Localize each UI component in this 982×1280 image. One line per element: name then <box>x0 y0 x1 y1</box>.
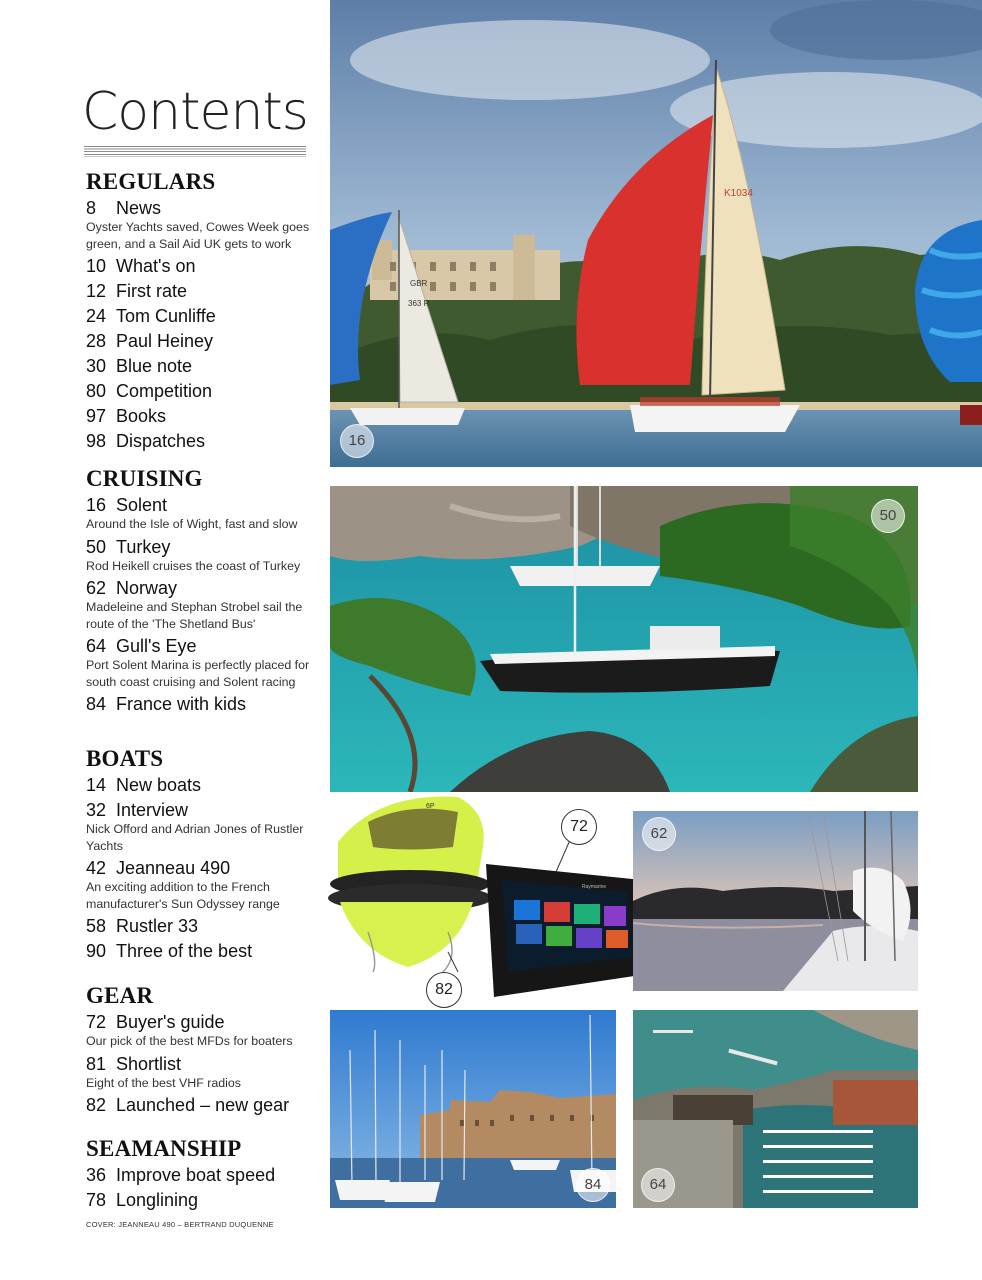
page-number: 30 <box>86 356 107 376</box>
item-line <box>86 693 326 716</box>
item-title: News <box>116 198 162 218</box>
page-badge-50: 50 <box>871 499 905 533</box>
contents-item[interactable] <box>86 857 326 912</box>
contents-item[interactable] <box>86 577 326 632</box>
page-number: 32 <box>86 800 107 820</box>
contents-item[interactable] <box>86 693 326 716</box>
contents-item[interactable] <box>86 494 326 533</box>
item-description: Our pick of the best MFDs for boaters <box>86 1034 293 1048</box>
item-title: Buyer's guide <box>116 1012 225 1032</box>
contents-item[interactable] <box>86 280 326 303</box>
item-title: Tom Cunliffe <box>116 306 216 326</box>
contents-item[interactable] <box>86 1011 326 1050</box>
page-number: 24 <box>86 306 107 326</box>
cover-credit: COVER: JEANNEAU 490 – BERTRAND DUQUENNE <box>86 1220 274 1229</box>
contents-item[interactable] <box>86 1164 326 1187</box>
contents-item[interactable] <box>86 1189 326 1212</box>
item-title: Norway <box>116 578 178 598</box>
item-title: Interview <box>116 800 189 820</box>
contents-item[interactable] <box>86 405 326 428</box>
contents-item[interactable] <box>86 1094 326 1117</box>
item-line <box>86 799 326 822</box>
section-heading: SEAMANSHIP <box>86 1136 242 1161</box>
photo-norway <box>633 811 918 991</box>
item-line <box>86 536 326 559</box>
page-number: 90 <box>86 941 107 961</box>
section-heading: GEAR <box>86 983 154 1008</box>
page-title: Contents <box>82 82 308 142</box>
item-line <box>86 494 326 517</box>
contents-item[interactable] <box>86 940 326 963</box>
page-badge-72: 72 <box>561 809 597 845</box>
item-line <box>86 577 326 600</box>
page-number: 14 <box>86 775 107 795</box>
mfd-brand: Raymarine <box>582 884 607 890</box>
item-line <box>86 1011 326 1034</box>
sail-country: GBR <box>410 279 428 288</box>
contents-item[interactable] <box>86 255 326 278</box>
item-line <box>86 355 326 378</box>
item-line <box>86 774 326 797</box>
section-boats <box>86 746 326 965</box>
contents-item[interactable] <box>86 774 326 797</box>
item-description: Oyster Yachts saved, Cowes Week goes green, and a Sail Aid UK gets to work <box>86 220 310 251</box>
contents-item[interactable] <box>86 380 326 403</box>
photo-solent <box>330 0 982 467</box>
item-title: Paul Heiney <box>116 331 214 351</box>
page-number: 28 <box>86 331 107 351</box>
item-title: France with kids <box>116 694 247 714</box>
contents-column <box>0 0 330 1280</box>
liferaft-label: 6P <box>426 803 435 810</box>
item-description: Port Solent Marina is perfectly placed for south coast cruising and Solent racing <box>86 658 310 689</box>
contents-item[interactable] <box>86 635 326 690</box>
photo-gulls-eye <box>633 1010 918 1208</box>
norway-image <box>633 811 918 991</box>
item-description: Nick Offord and Adrian Jones of Rustler Yachts <box>86 822 304 853</box>
solent-image <box>330 0 982 467</box>
page-number: 84 <box>86 694 107 714</box>
page-badge-62: 62 <box>642 817 676 851</box>
item-line <box>86 1094 326 1117</box>
item-description: Eight of the best VHF radios <box>86 1075 241 1090</box>
contents-item[interactable] <box>86 330 326 353</box>
section-regulars <box>86 169 326 455</box>
page-number: 8 <box>86 198 97 218</box>
contents-item[interactable] <box>86 305 326 328</box>
contents-item[interactable] <box>86 915 326 938</box>
item-line <box>86 1053 326 1076</box>
item-title: What's on <box>116 256 196 276</box>
item-line <box>86 280 326 303</box>
item-title: Turkey <box>116 536 171 557</box>
section-gear <box>86 983 326 1119</box>
sail-number-left: 363 R <box>408 299 430 308</box>
photo-gear <box>318 792 654 1008</box>
page-number: 16 <box>86 495 107 515</box>
item-line <box>86 915 326 938</box>
contents-item[interactable] <box>86 536 326 575</box>
item-title: Three of the best <box>116 941 253 961</box>
item-title: Rustler 33 <box>116 916 199 936</box>
item-line <box>86 330 326 353</box>
item-line <box>86 380 326 403</box>
section-seamanship <box>86 1136 326 1214</box>
item-title: Longlining <box>116 1190 199 1210</box>
item-title: Competition <box>116 381 213 401</box>
item-title: Blue note <box>116 356 193 376</box>
contents-item[interactable] <box>86 1053 326 1092</box>
page-number: 97 <box>86 406 107 426</box>
section-heading: REGULARS <box>86 169 216 194</box>
item-line <box>86 305 326 328</box>
page-number: 81 <box>86 1053 107 1074</box>
item-title: New boats <box>116 775 202 795</box>
item-title: Dispatches <box>116 431 206 451</box>
item-line <box>86 255 326 278</box>
page-number: 78 <box>86 1190 107 1210</box>
item-line <box>86 1189 326 1212</box>
france-image <box>330 1010 616 1208</box>
item-description: Rod Heikell cruises the coast of Turkey <box>86 558 301 573</box>
page-number: 58 <box>86 916 107 936</box>
item-description: Madeleine and Stephan Strobel sail the route of the 'The Shetland Bus' <box>86 600 303 631</box>
turkey-image <box>330 486 918 792</box>
item-line <box>86 635 326 658</box>
item-title: First rate <box>116 281 188 301</box>
section-cruising <box>86 466 326 718</box>
page-number: 12 <box>86 281 107 301</box>
section-heading: CRUISING <box>86 466 203 491</box>
gear-image <box>318 792 654 1008</box>
page-number: 36 <box>86 1165 107 1185</box>
item-line <box>86 197 326 220</box>
item-title: Shortlist <box>116 1053 182 1074</box>
page-number: 42 <box>86 858 107 878</box>
page-badge-16: 16 <box>340 424 374 458</box>
contents-item[interactable] <box>86 799 326 854</box>
item-line <box>86 405 326 428</box>
item-line <box>86 1164 326 1187</box>
contents-item[interactable] <box>86 430 326 453</box>
section-heading: BOATS <box>86 746 164 771</box>
page-number: 64 <box>86 636 107 656</box>
page-number: 98 <box>86 431 107 451</box>
item-line <box>86 430 326 453</box>
sail-number-right: K1034 <box>724 188 753 199</box>
page-badge-84: 84 <box>576 1168 610 1202</box>
item-description: An exciting addition to the French manufacturer's Sun Odyssey range <box>86 880 280 911</box>
photo-turkey <box>330 486 918 792</box>
page-number: 82 <box>86 1095 107 1115</box>
page-number: 80 <box>86 381 107 401</box>
gulls-eye-image <box>633 1010 918 1208</box>
item-title: Solent <box>116 495 168 515</box>
page-number: 62 <box>86 578 107 598</box>
item-title: Launched – new gear <box>116 1095 290 1115</box>
page-badge-82: 82 <box>426 972 462 1008</box>
item-title: Jeanneau 490 <box>116 858 231 878</box>
contents-item[interactable] <box>86 197 326 252</box>
item-description: Around the Isle of Wight, fast and slow <box>86 517 298 531</box>
contents-item[interactable] <box>86 355 326 378</box>
page-number: 72 <box>86 1012 107 1032</box>
page-badge-64: 64 <box>641 1168 675 1202</box>
item-title: Books <box>116 406 167 426</box>
page-number: 10 <box>86 256 107 276</box>
item-title: Improve boat speed <box>116 1165 276 1185</box>
page-number: 50 <box>86 536 107 557</box>
item-line <box>86 940 326 963</box>
title-rule <box>84 146 306 157</box>
photo-france <box>330 1010 616 1208</box>
item-line <box>86 857 326 880</box>
item-title: Gull's Eye <box>116 636 197 656</box>
